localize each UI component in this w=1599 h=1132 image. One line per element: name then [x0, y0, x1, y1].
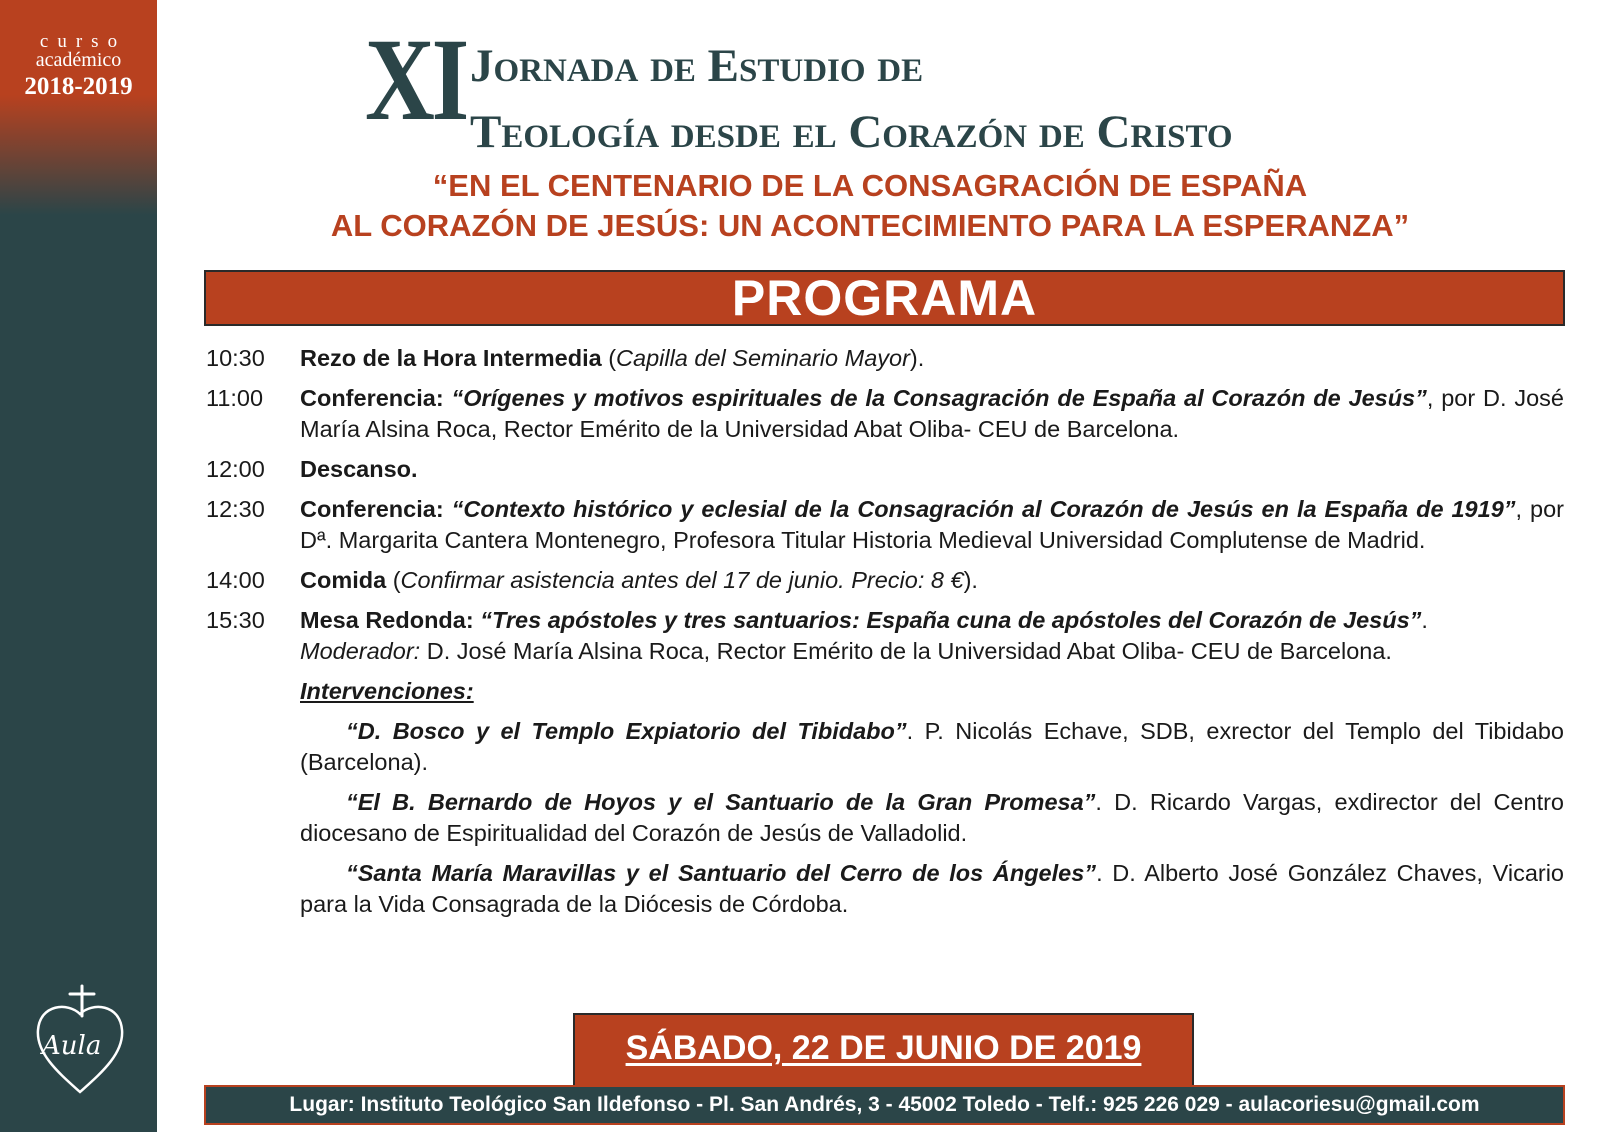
schedule-place: Capilla del Seminario Mayor [616, 345, 910, 371]
curso-text: curso [39, 31, 127, 52]
schedule-title: Comida [300, 567, 387, 593]
schedule-time: 12:30 [206, 496, 265, 522]
intervention-speaker: . P. Nicolás Echave, SDB, exrector del Templo del Tibidabo (Barcelona). [300, 718, 1564, 775]
schedule-item [206, 343, 1564, 374]
title-line-1: Jornada de Estudio de [470, 40, 924, 92]
schedule-time: 11:00 [206, 385, 264, 411]
moderator-label: Moderador: [300, 638, 421, 664]
intervention-speaker: . D. Ricardo Vargas, exdirector del Centro diocesano de Espiritualidad del Corazón de Jesús de Valladolid. [300, 789, 1565, 846]
subtitle-line-2: AL CORAZÓN DE JESÚS: UN ACONTECIMIENTO PARA LA ESPERANZA” [330, 208, 1410, 243]
schedule-time: 15:30 [206, 607, 265, 633]
intervention-title: “D. Bosco y el Templo Expiatorio del Tibidabo” [346, 718, 907, 744]
schedule-item [206, 494, 1564, 556]
schedule-list [206, 343, 1564, 929]
title-line-2: Teología desde el Corazón de Cristo [470, 106, 1233, 158]
aula-heart-logo [20, 978, 140, 1098]
punctuation: . [1421, 607, 1428, 633]
logo-text: Aula [42, 1031, 102, 1061]
intervention-item [300, 787, 1564, 849]
sidebar [0, 0, 157, 1132]
schedule-kind: Conferencia: [300, 385, 444, 411]
academico-text: académico [35, 49, 122, 71]
intervention-speaker: . D. Alberto José González Chaves, Vicario para la Vida Consagrada de la Diócesis de Córdoba. [300, 860, 1565, 917]
schedule-time: 14:00 [206, 567, 265, 593]
schedule-kind: Mesa Redonda: [300, 607, 474, 633]
schedule-note: Confirmar asistencia antes del 17 de junio. Precio: 8 € [400, 567, 964, 593]
intervention-item [300, 716, 1564, 778]
programa-banner: PROGRAMA [204, 270, 1565, 326]
intervention-title: “Santa María Maravillas y el Santuario del Cerro de los Ángeles” [346, 860, 1097, 886]
punctuation: ( [601, 345, 617, 371]
talk-title: “Contexto histórico y eclesial de la Consagración al Corazón de Jesús en la España de 1919” [451, 496, 1516, 522]
punctuation: ( [386, 567, 401, 593]
speaker-info: , por Dª. Margarita Cantera Montenegro, Profesora Titular Historia Medieval Universidad Complutense de Madrid. [300, 496, 1565, 553]
punctuation: ). [963, 567, 978, 593]
schedule-item [206, 383, 1564, 445]
schedule-time: 12:00 [206, 456, 265, 482]
talk-title: “Tres apóstoles y tres santuarios: España cuna de apóstoles del Corazón de Jesús” [480, 607, 1422, 633]
schedule-title: Rezo de la Hora Intermedia [300, 345, 602, 371]
event-date: SÁBADO, 22 DE JUNIO DE 2019 [573, 1013, 1194, 1085]
edition-number: XI [365, 14, 466, 145]
talk-title: “Orígenes y motivos espirituales de la Consagración de España al Corazón de Jesús” [451, 385, 1427, 411]
venue-contact-bar: Lugar: Instituto Teológico San Ildefonso - Pl. San Andrés, 3 - 45002 Toledo - Telf.: 925 226 029 - aulacoriesu@gmail.com [204, 1085, 1565, 1125]
intervenciones-heading: Intervenciones: [300, 678, 474, 704]
intervention-item [300, 858, 1564, 920]
schedule-item [206, 605, 1564, 667]
event-subtitle [200, 166, 1540, 246]
speaker-info: , por D. José María Alsina Roca, Rector Emérito de la Universidad Abat Oliba- CEU de Barcelona. [300, 385, 1564, 442]
moderator-info: D. José María Alsina Roca, Rector Emérito de la Universidad Abat Oliba- CEU de Barcelona. [426, 638, 1392, 664]
academic-year-label [0, 32, 157, 104]
intervention-title: “El B. Bernardo de Hoyos y el Santuario de la Gran Promesa” [346, 789, 1096, 815]
schedule-time: 10:30 [206, 345, 265, 371]
schedule-item [206, 454, 1564, 485]
schedule-item [206, 565, 1564, 596]
schedule-title: Descanso. [300, 456, 418, 482]
academic-years: 2018-2019 [24, 73, 133, 100]
schedule-kind: Conferencia: [300, 496, 444, 522]
punctuation: ). [909, 345, 925, 371]
subtitle-line-1: “EN EL CENTENARIO DE LA CONSAGRACIÓN DE ESPAÑA [432, 168, 1308, 203]
